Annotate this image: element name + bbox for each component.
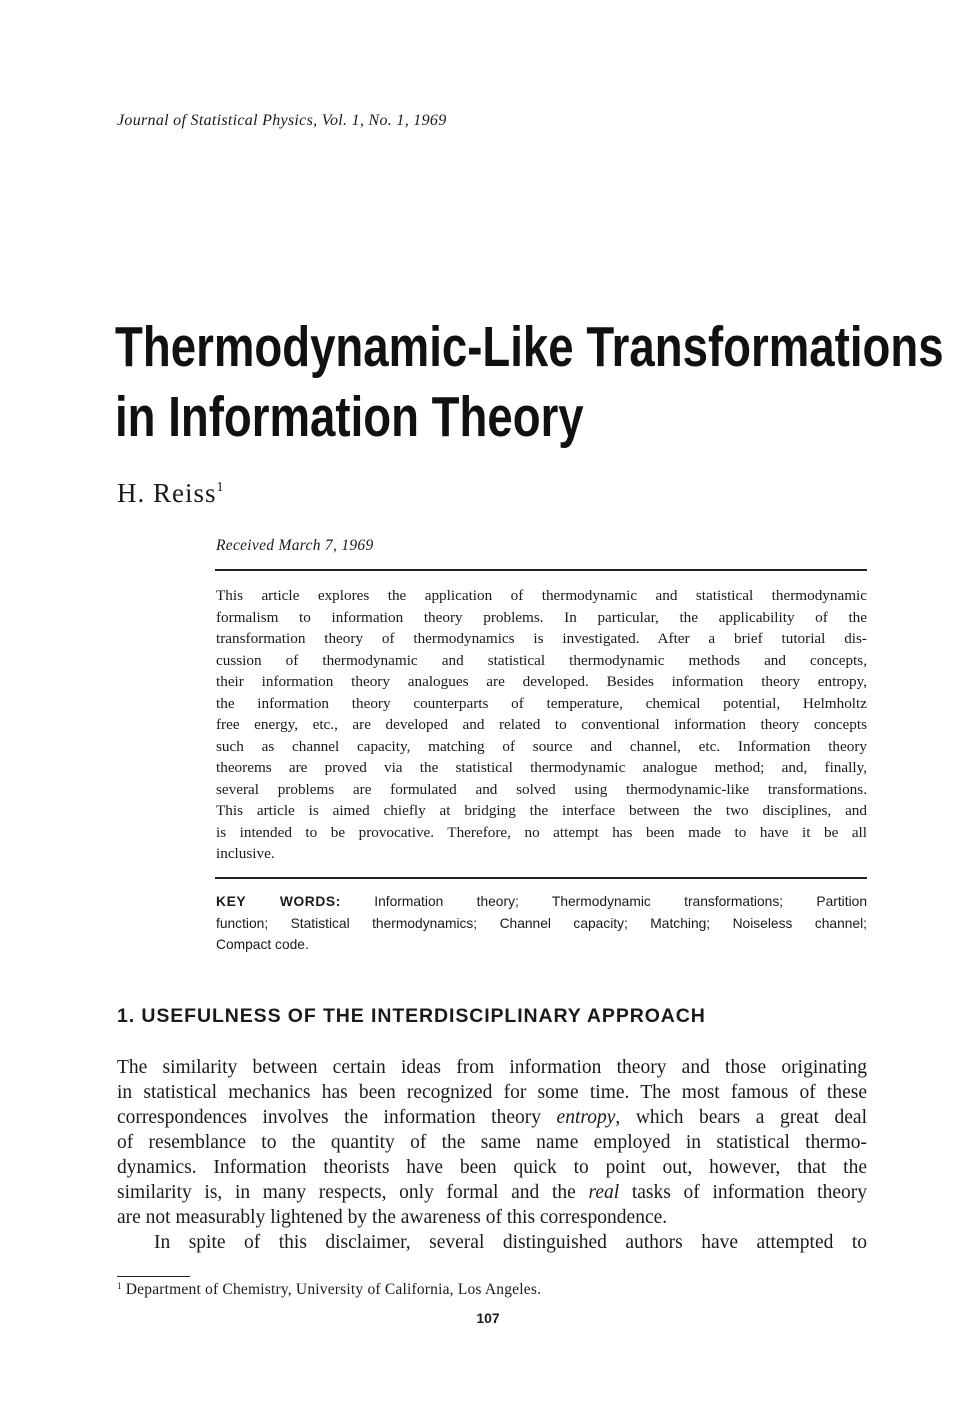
title-line-2: in Information Theory: [115, 385, 584, 449]
abstract-line: such as channel capacity, matching of source and channel, etc. Information theory: [216, 737, 867, 755]
abstract-line: This article is aimed chiefly at bridging the interface between the two disciplines, and: [216, 802, 867, 819]
body-line: The similarity between certain ideas from information theory and those originating: [117, 1057, 867, 1078]
body-text-span: similarity is, in many respects, only formal and the: [117, 1182, 589, 1203]
abstract-line: inclusive.: [216, 845, 275, 862]
keywords-line: function; Statistical thermodynamics; Channel capacity; Matching; Noiseless channel;: [216, 915, 867, 931]
body-line: In spite of this disclaimer, several distinguished authors have attempted to: [154, 1232, 867, 1253]
footnote: [117, 1281, 541, 1299]
abstract-line: free energy, etc., are developed and related to conventional information theory concepts: [216, 716, 867, 733]
author-footnote-mark: 1: [216, 480, 225, 495]
abstract: [216, 585, 867, 865]
body-line: of resemblance to the quantity of the same name employed in statistical thermo-: [117, 1132, 867, 1153]
body-text-span: correspondences involves the information theory: [117, 1107, 557, 1128]
abstract-line: the information theory counterparts of temperature, chemical potential, Helmholtz: [216, 694, 867, 712]
abstract-line: transformation theory of thermodynamics is investigated. After a brief tutorial dis-: [216, 630, 867, 647]
title-line-1: Thermodynamic-Like Transformations: [115, 315, 944, 379]
keywords-line: [216, 891, 867, 913]
keywords-label: KEY WORDS:: [216, 894, 341, 909]
abstract-bottom-rule: [215, 877, 867, 879]
body-line: [117, 1105, 867, 1130]
journal-citation: Journal of Statistical Physics, Vol. 1, No. 1, 1969: [117, 112, 447, 129]
body-line: are not measurably lightened by the awareness of this correspondence.: [117, 1207, 668, 1228]
abstract-line: cussion of thermodynamic and statistical thermodynamic methods and concepts,: [216, 651, 867, 669]
body-line: in statistical mechanics has been recognized for some time. The most famous of these: [117, 1082, 867, 1103]
abstract-line: is intended to be provocative. Therefore, no attempt has been made to have it be all: [216, 823, 867, 841]
body-paragraph: [117, 1055, 867, 1255]
abstract-line: formalism to information theory problems. In particular, the applicability of the: [216, 608, 867, 626]
abstract-line: their information theory analogues are developed. Besides information theory entropy,: [216, 673, 867, 690]
body-text-span: , which bears a great deal: [615, 1107, 867, 1128]
body-line: dynamics. Information theorists have been quick to point out, however, that the: [117, 1157, 867, 1178]
keywords-line: Compact code.: [216, 937, 309, 952]
abstract-line: several problems are formulated and solved using thermodynamic-like transformations.: [216, 780, 867, 798]
body-text-span: tasks of information theory: [619, 1182, 868, 1203]
footnote-mark: 1: [117, 1281, 122, 1291]
body-line: [117, 1180, 867, 1205]
footnote-text: Department of Chemistry, University of California, Los Angeles.: [125, 1281, 542, 1298]
received-date: Received March 7, 1969: [216, 537, 374, 554]
abstract-line: This article explores the application of thermodynamic and statistical thermodynamic: [216, 587, 867, 604]
keywords: [216, 891, 867, 956]
emphasis-entropy: entropy: [556, 1107, 616, 1128]
abstract-line: theorems are proved via the statistical thermodynamic analogue method; and, finally,: [216, 759, 867, 776]
article-title: [115, 312, 944, 452]
abstract-top-rule: [215, 569, 867, 571]
page-number: 107: [476, 1310, 500, 1326]
section-heading: 1. USEFULNESS OF THE INTERDISCIPLINARY APPROACH: [117, 1005, 706, 1027]
footnote-rule: [117, 1276, 190, 1277]
keywords-text: Information theory; Thermodynamic transformations; Partition: [374, 894, 867, 909]
author: [117, 478, 225, 509]
emphasis-real: real: [588, 1182, 620, 1203]
author-name: H. Reiss: [117, 478, 217, 508]
